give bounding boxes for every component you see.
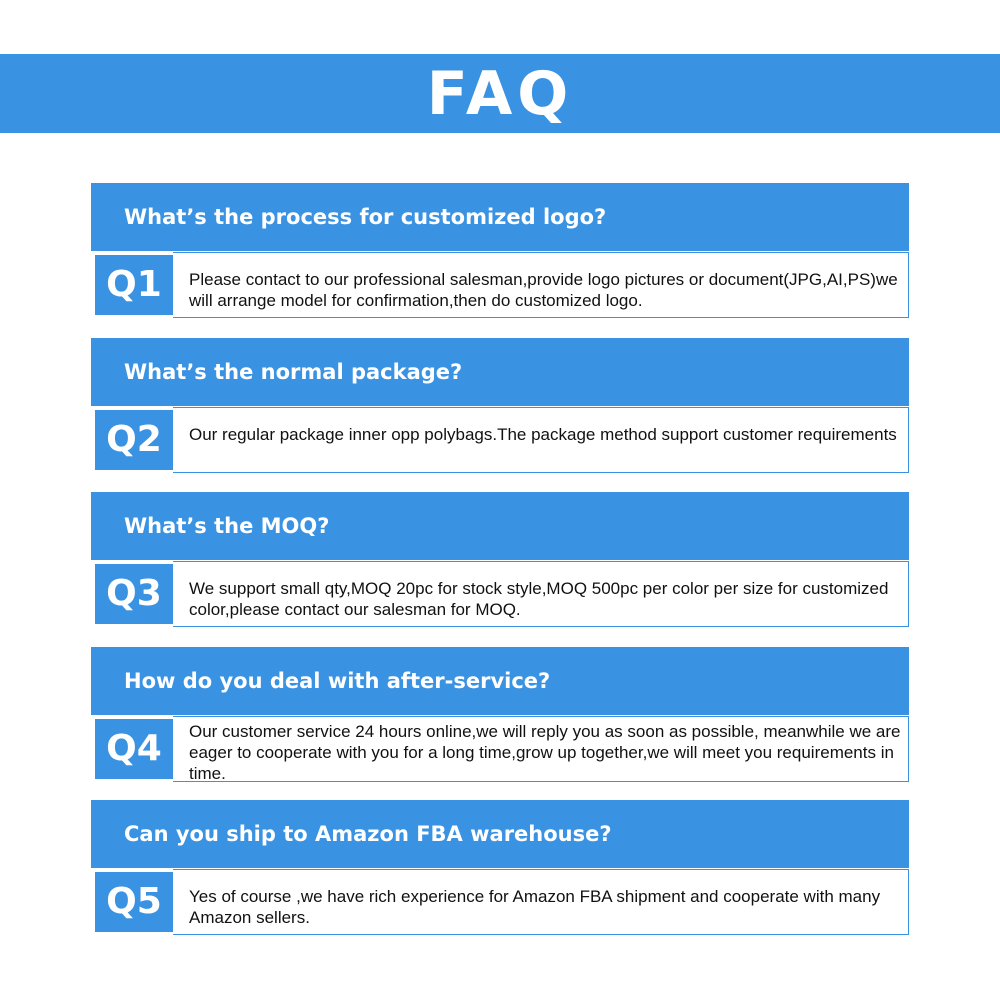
question-number-badge — [95, 564, 173, 624]
question-bar — [91, 338, 909, 406]
answer-text: Yes of course ,we have rich experience for Amazon FBA shipment and cooperate with many Amazon sellers. — [189, 887, 881, 927]
question-number-badge — [95, 255, 173, 315]
question-bar — [91, 492, 909, 560]
question-bar — [91, 800, 909, 868]
answer-box — [173, 407, 909, 473]
question-number: Q3 — [106, 573, 162, 614]
answer-box — [173, 561, 909, 627]
question-number: Q1 — [106, 264, 162, 305]
question-bar — [91, 183, 909, 251]
answer-text: Our regular package inner opp polybags.The package method support customer requirements — [189, 425, 897, 444]
question-text: How do you deal with after-service? — [124, 669, 551, 693]
question-number: Q4 — [106, 728, 162, 769]
question-text: What’s the process for customized logo? — [124, 205, 607, 229]
question-number: Q5 — [106, 881, 162, 922]
answer-box — [173, 869, 909, 935]
question-number: Q2 — [106, 419, 162, 460]
answer-box — [173, 716, 909, 782]
question-bar — [91, 647, 909, 715]
answer-box — [173, 252, 909, 318]
answer-text: Please contact to our professional salesman,provide logo pictures or document(JPG,AI,PS)we will arrange model for confirmation,then do customized logo. — [189, 270, 898, 310]
title-banner — [0, 54, 1000, 133]
question-text: What’s the MOQ? — [124, 514, 330, 538]
question-number-badge — [95, 872, 173, 932]
question-text: What’s the normal package? — [124, 360, 463, 384]
answer-text: Our customer service 24 hours online,we will reply you as soon as possible, meanwhile we are eager to cooperate with you for a long time,grow up together,we will meet you requirements in time. — [189, 722, 901, 783]
question-number-badge — [95, 719, 173, 779]
answer-text: We support small qty,MOQ 20pc for stock style,MOQ 500pc per color per size for customized color,please contact our salesman for MOQ. — [189, 579, 889, 619]
page-title: FAQ — [426, 58, 574, 129]
question-number-badge — [95, 410, 173, 470]
question-text: Can you ship to Amazon FBA warehouse? — [124, 822, 612, 846]
